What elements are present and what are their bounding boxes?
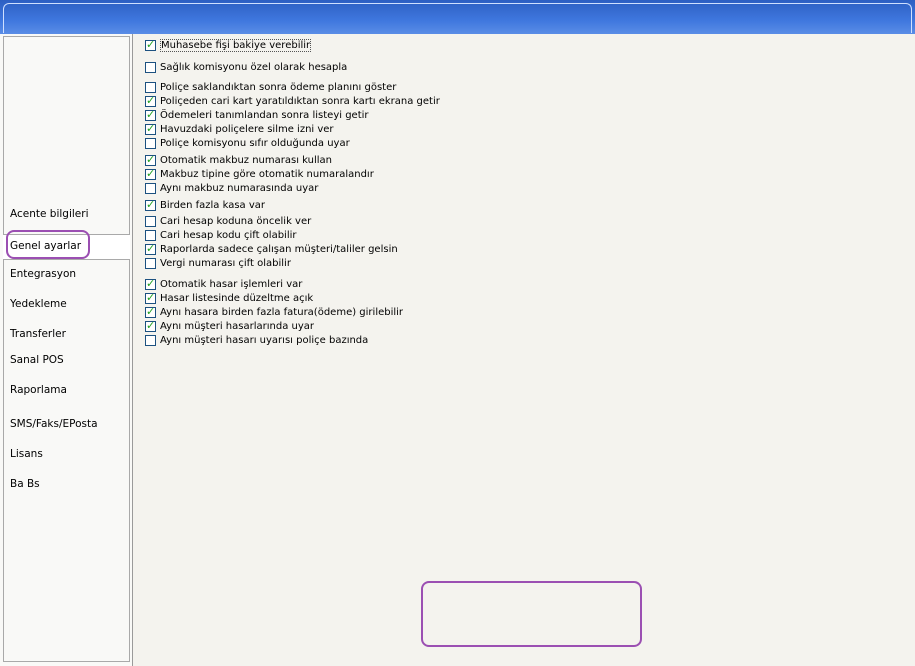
checkbox-label: Aynı makbuz numarasında uyar: [160, 182, 319, 194]
checkbox-label: Aynı müşteri hasarı uyarısı poliçe bazında: [160, 334, 369, 346]
checkbox-label: Poliçe saklandıktan sonra ödeme planını göster: [160, 81, 397, 93]
checkbox-box[interactable]: [145, 258, 156, 269]
checkbox-ayni-musteri-hasarlarinda-uyar[interactable]: [145, 319, 314, 333]
checkbox-label: Hasar listesinde düzeltme açık: [160, 292, 314, 304]
checkbox-policeden-cari-kart-yaratildiktan-sonra-[interactable]: [145, 94, 440, 108]
checkbox-raporlarda-sadece-calisan-musteri-talile[interactable]: [145, 242, 398, 256]
checkbox-box[interactable]: [145, 307, 156, 318]
checkbox-odemeleri-tanimlandan-sonra-listeyi-geti[interactable]: [145, 108, 369, 122]
checkbox-ayni-makbuz-numarasinda-uyar[interactable]: [145, 181, 318, 195]
sidebar-item-raporlama[interactable]: Raporlama: [10, 384, 67, 396]
checkbox-label: Sağlık komisyonu özel olarak hesapla: [160, 61, 348, 73]
sidebar-item-yedekleme[interactable]: Yedekleme: [10, 298, 67, 310]
sidebar-item-ba-bs[interactable]: Ba Bs: [10, 478, 40, 490]
checkbox-label: Poliçe komisyonu sıfır olduğunda uyar: [160, 137, 350, 149]
checkbox-havuzdaki-policelere-silme-izni-ver[interactable]: [145, 122, 334, 136]
checkbox-box[interactable]: [145, 138, 156, 149]
checkbox-label: Poliçeden cari kart yaratıldıktan sonra kartı ekrana getir: [160, 95, 440, 107]
checkbox-label: Havuzdaki poliçelere silme izni ver: [160, 123, 334, 135]
checkbox-box[interactable]: [145, 244, 156, 255]
checkbox-ayni-hasara-birden-fazla-fatura-odeme-gi[interactable]: [145, 305, 403, 319]
checkbox-hasar-listesinde-duzeltme-acik[interactable]: [145, 291, 313, 305]
checkbox-vergi-numarasi-cift-olabilir[interactable]: [145, 256, 291, 270]
sidebar-item-transferler[interactable]: Transferler: [10, 328, 66, 340]
checkbox-label: Makbuz tipine göre otomatik numaralandır: [160, 168, 374, 180]
sidebar-item-genel-ayarlar[interactable]: Genel ayarlar: [10, 240, 82, 252]
window-titlebar: [0, 0, 915, 34]
sidebar-item-sanal-pos[interactable]: Sanal POS: [10, 354, 64, 366]
checkbox-birden-fazla-kasa-var[interactable]: [145, 198, 265, 212]
checkbox-label: Otomatik hasar işlemleri var: [160, 278, 303, 290]
checkbox-otomatik-hasar-islemleri-var[interactable]: [145, 277, 302, 291]
checkbox-box[interactable]: [145, 200, 156, 211]
checkbox-makbuz-tipine-gore-otomatik-numaralandir[interactable]: [145, 167, 374, 181]
checkbox-box[interactable]: [145, 124, 156, 135]
checkbox-box[interactable]: [145, 335, 156, 346]
checkbox-box[interactable]: [145, 40, 156, 51]
checkbox-box[interactable]: [145, 183, 156, 194]
checkbox-label: Aynı müşteri hasarlarında uyar: [160, 320, 315, 332]
highlight-bottom-options: [421, 581, 642, 647]
checkbox-box[interactable]: [145, 169, 156, 180]
checkbox-box[interactable]: [145, 62, 156, 73]
checkbox-box[interactable]: [145, 321, 156, 332]
checkbox-ayni-musteri-hasari-uyarisi-police-bazin[interactable]: [145, 333, 368, 347]
checkbox-box[interactable]: [145, 293, 156, 304]
sidebar-item-acente-bilgileri[interactable]: Acente bilgileri: [10, 208, 89, 220]
checkbox-label: Muhasebe fişi bakiye verebilir: [161, 39, 311, 51]
checkbox-box[interactable]: [145, 110, 156, 121]
checkbox-cari-hesap-koduna-oncelik-ver[interactable]: [145, 214, 311, 228]
checkbox-police-komisyonu-sifir-oldugunda-uyar[interactable]: [145, 136, 350, 150]
checkbox-cari-hesap-kodu-cift-olabilir[interactable]: [145, 228, 297, 242]
sidebar-item-sms-faks-eposta[interactable]: SMS/Faks/EPosta: [10, 418, 98, 430]
settings-sidebar: [0, 34, 133, 666]
sidebar-item-lisans[interactable]: Lisans: [10, 448, 43, 460]
checkbox-box[interactable]: [145, 216, 156, 227]
checkbox-saglik-komisyonu-ozel-olarak-hesapla[interactable]: [145, 60, 347, 74]
checkbox-label: Aynı hasara birden fazla fatura(ödeme) girilebilir: [160, 306, 404, 318]
checkbox-label: Birden fazla kasa var: [160, 199, 265, 211]
checkbox-label: Ödemeleri tanımlandan sonra listeyi getir: [160, 109, 369, 121]
checkbox-label: Otomatik makbuz numarası kullan: [160, 154, 333, 166]
checkbox-box[interactable]: [145, 82, 156, 93]
checkbox-otomatik-makbuz-numarasi-kullan[interactable]: [145, 153, 332, 167]
checkbox-police-saklandiktan-sonra-odeme-planini-[interactable]: [145, 80, 396, 94]
checkbox-label: Cari hesap koduna öncelik ver: [160, 215, 312, 227]
checkbox-label: Vergi numarası çift olabilir: [160, 257, 291, 269]
sidebar-item-entegrasyon[interactable]: Entegrasyon: [10, 268, 77, 280]
checkbox-box[interactable]: [145, 96, 156, 107]
checkbox-muhasebe-fisi-bakiye-verebilir[interactable]: [145, 38, 311, 52]
checkbox-label: Cari hesap kodu çift olabilir: [160, 229, 297, 241]
checkbox-label: Raporlarda sadece çalışan müşteri/taliler gelsin: [160, 243, 398, 255]
checkbox-box[interactable]: [145, 155, 156, 166]
checkbox-box[interactable]: [145, 279, 156, 290]
checkbox-box[interactable]: [145, 230, 156, 241]
